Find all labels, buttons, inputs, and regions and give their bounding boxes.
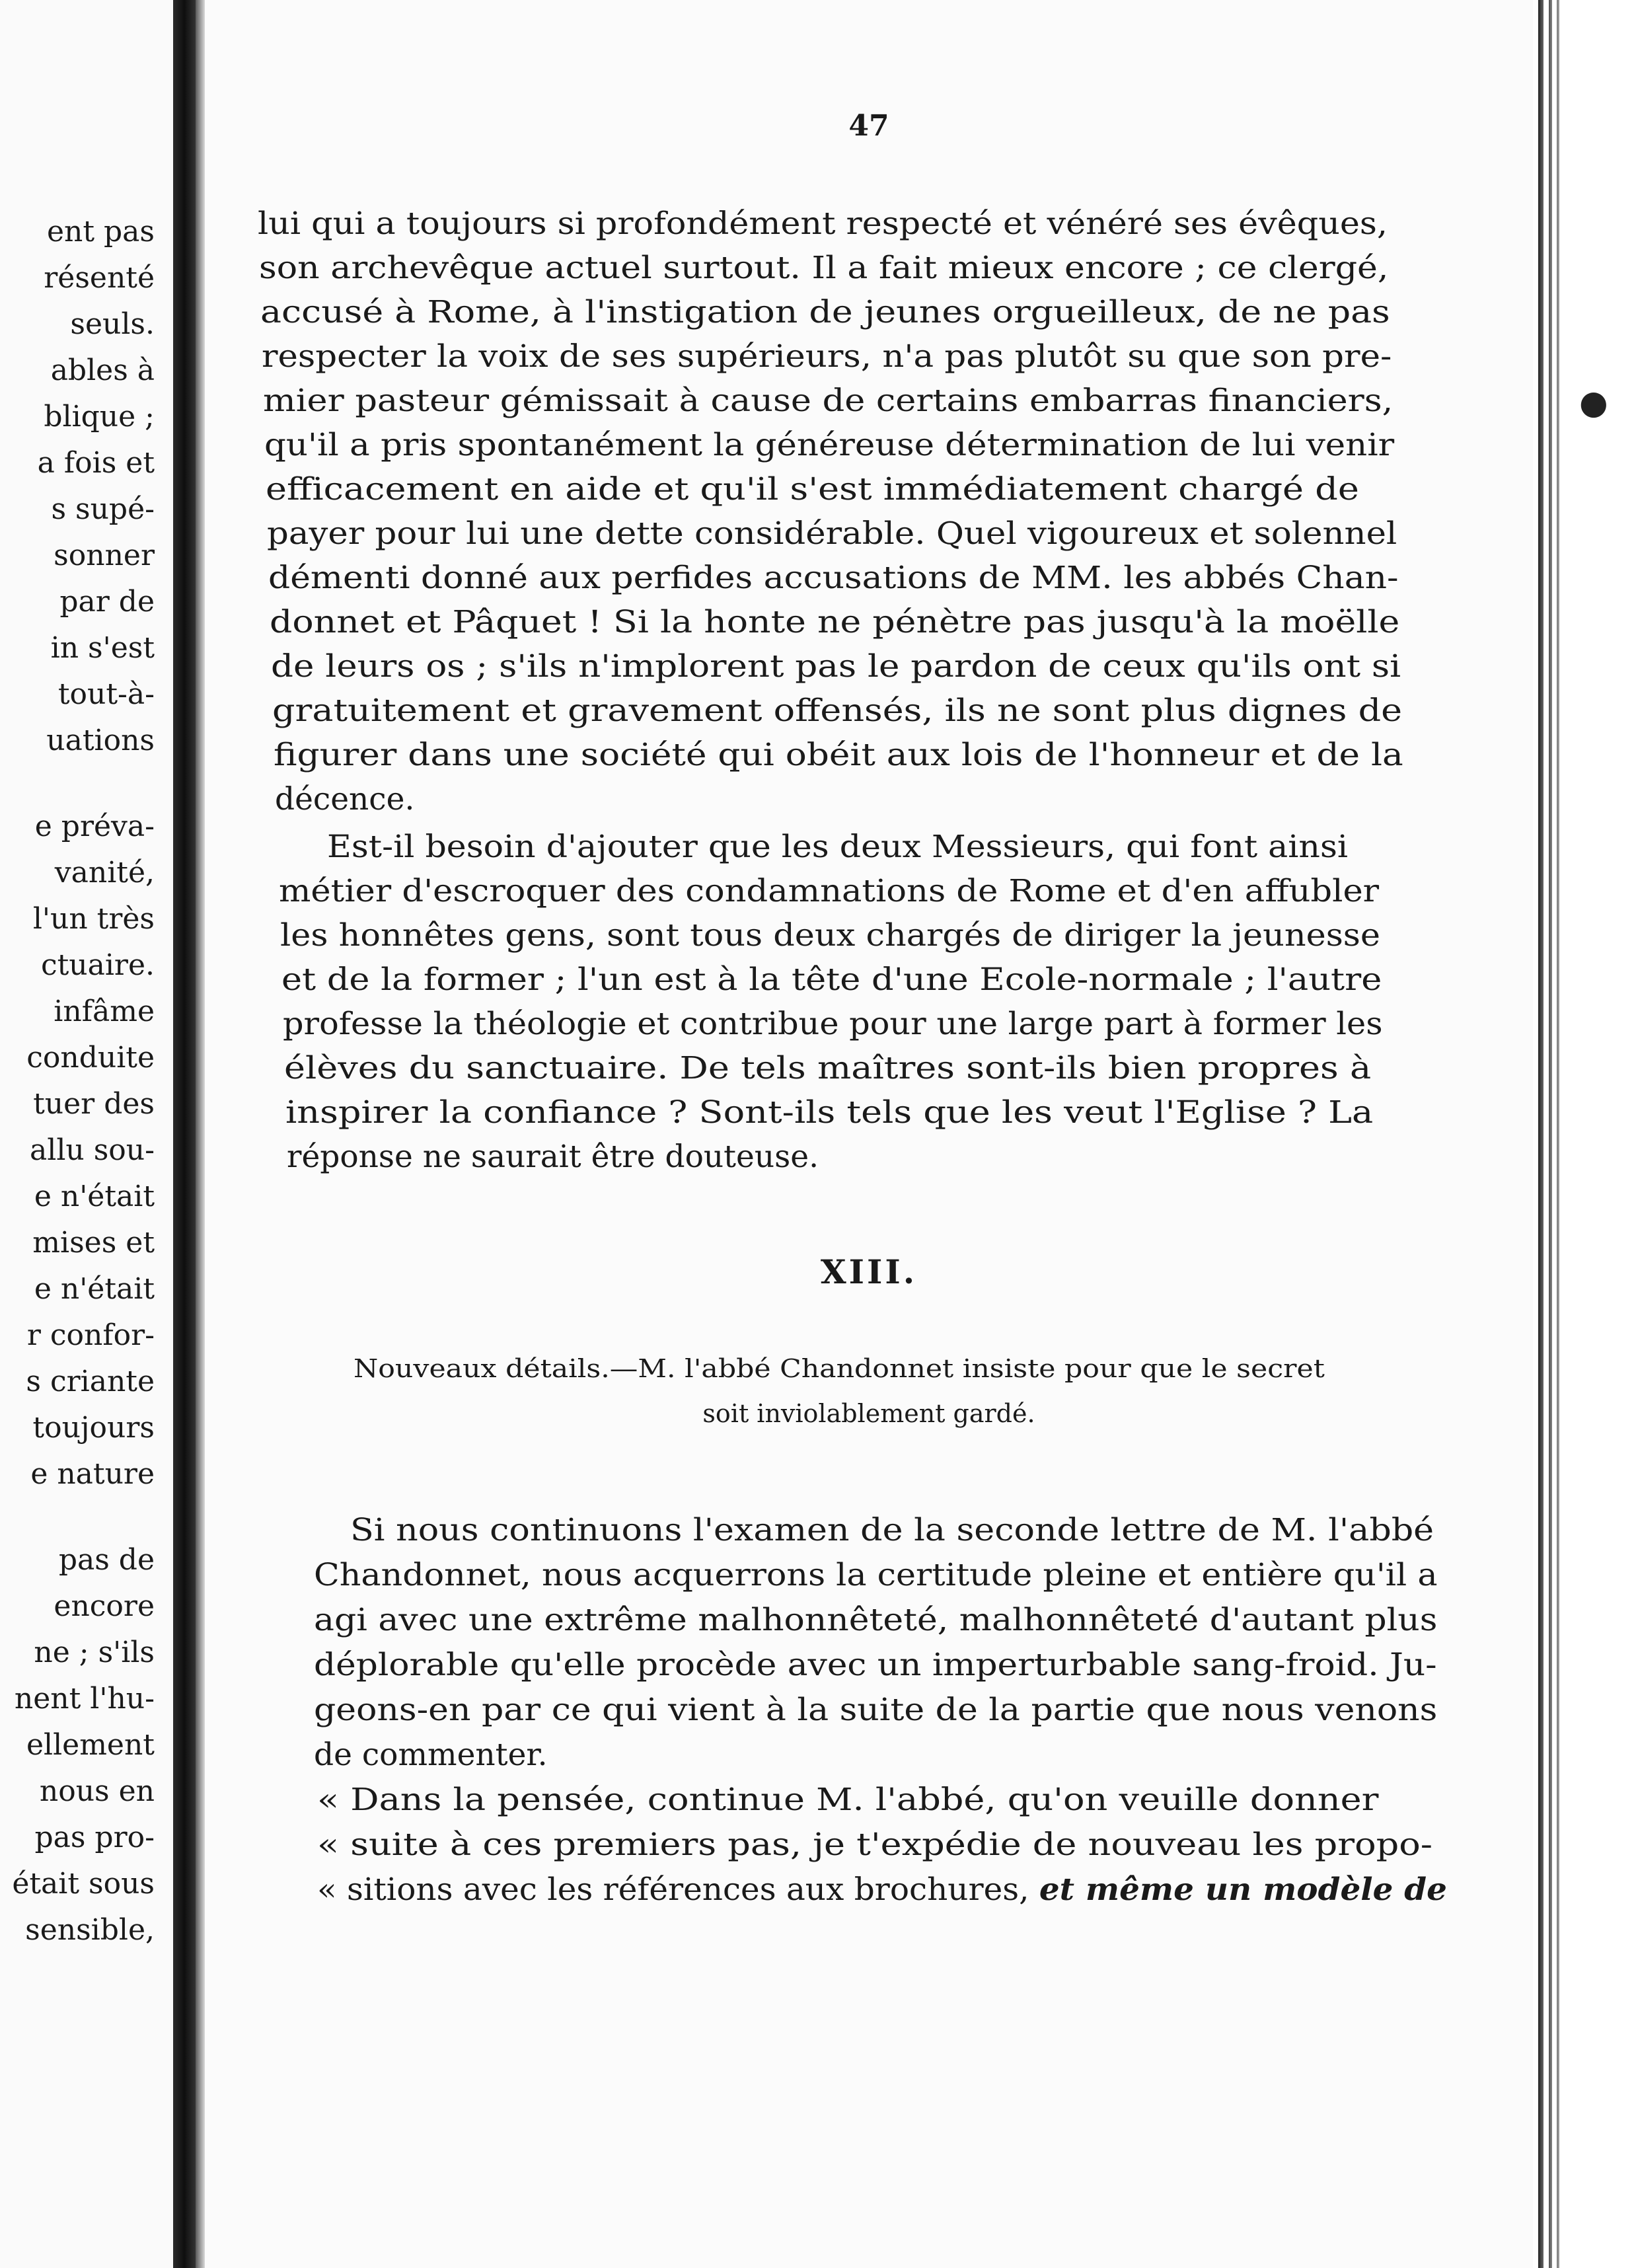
text-line: Est-il besoin d'ajouter que les deux Messieurs, qui font ainsi [327, 829, 1349, 865]
left-page-line: ellement [26, 1728, 155, 1762]
text-line: décence. [275, 781, 415, 817]
left-page-line: e n'était [34, 1180, 155, 1213]
left-page-line: e n'était [34, 1272, 155, 1306]
left-page-line: mises et [32, 1226, 155, 1260]
text-line-mixed [317, 1871, 1447, 1908]
section-summary-line: Nouveaux détails.—M. l'abbé Chandonnet insiste pour que le secret [353, 1354, 1325, 1383]
text-line: professe la théologie et contribue pour une large part à former les [283, 1006, 1383, 1042]
left-page-line: était sous [12, 1867, 155, 1901]
text-line: gratuitement et gravement offensés, ils ne sont plus dignes de [272, 693, 1403, 729]
left-page-line: toujours [32, 1411, 155, 1445]
left-page-line: r confor- [26, 1318, 155, 1352]
text-line: mier pasteur gémissait à cause de certains embarras financiers, [263, 383, 1394, 419]
gutter-shadow [196, 0, 205, 2268]
text-line: accusé à Rome, à l'instigation de jeunes orgueilleux, de ne pas [260, 294, 1390, 330]
left-page-line: pas pro- [34, 1821, 155, 1854]
left-page-line: par de [59, 585, 155, 619]
left-page-line: e préva- [34, 810, 155, 843]
edge-stripe [1538, 0, 1543, 2268]
left-page-line: pas de [58, 1543, 155, 1577]
text-line: qu'il a pris spontanément la généreuse détermination de lui venir [264, 427, 1395, 463]
edge-stripe [1549, 0, 1552, 2268]
left-page-line: nent l'hu- [14, 1682, 155, 1716]
text-line: métier d'escroquer des condamnations de Rome et d'en affubler [279, 873, 1380, 909]
left-page-line: s criante [26, 1365, 155, 1398]
left-page-line: blique ; [44, 400, 155, 434]
page-number: 47 [848, 109, 889, 143]
text-line: élèves du sanctuaire. De tels maîtres sont-ils bien propres à [284, 1050, 1372, 1086]
text-line: agi avec une extrême malhonnêteté, malhonnêteté d'autant plus [314, 1602, 1438, 1638]
left-page-line: sonner [54, 539, 155, 572]
text-line: geons-en par ce qui vient à la suite de la partie que nous venons [314, 1692, 1438, 1728]
left-page-line: vanité, [54, 856, 155, 889]
text-line: « suite à ces premiers pas, je t'expédie de nouveau les propo- [317, 1827, 1433, 1863]
text-line: inspirer la confiance ? Sont-ils tels que les veut l'Eglise ? La [285, 1094, 1374, 1131]
section-summary-line: soit inviolablement gardé. [702, 1399, 1035, 1428]
left-page-line: a fois et [37, 446, 155, 480]
left-page-line: seuls. [70, 307, 155, 341]
text-line: et de la former ; l'un est à la tête d'une Ecole-normale ; l'autre [281, 962, 1382, 998]
left-page-line: tout-à- [57, 677, 155, 711]
left-page-line: s supé- [51, 492, 155, 526]
quote-italic-segment: et même un modèle de [1039, 1871, 1447, 1908]
text-line: déplorable qu'elle procède avec un imperturbable sang-froid. Ju- [314, 1647, 1437, 1683]
margin-mark: ● [1579, 383, 1608, 422]
main-page [205, 0, 1533, 2268]
book-gutter [173, 0, 196, 2268]
text-line: donnet et Pâquet ! Si la honte ne pénètre pas jusqu'à la moëlle [270, 604, 1400, 640]
left-page-line: ables à [50, 354, 155, 387]
page-body [205, 0, 1533, 2268]
left-page-line: ctuaire. [40, 948, 155, 982]
quote-plain-segment: « sitions avec les références aux brochures, [317, 1871, 1039, 1908]
left-page-line: tuer des [33, 1087, 155, 1121]
left-page-line: in s'est [50, 631, 155, 665]
text-line: Si nous continuons l'examen de la seconde lettre de M. l'abbé [350, 1512, 1434, 1548]
text-line: démenti donné aux perfides accusations de MM. les abbés Chan- [268, 560, 1399, 596]
left-page-line: uations [46, 724, 155, 757]
text-line: « Dans la pensée, continue M. l'abbé, qu'on veuille donner [317, 1782, 1379, 1818]
left-page-line: ne ; s'ils [34, 1636, 155, 1669]
page-stack-edge [1533, 0, 1636, 2268]
left-page-line: allu sou- [30, 1133, 155, 1167]
text-line: payer pour lui une dette considérable. Quel vigoureux et solennel [267, 515, 1397, 552]
left-page-line: l'un très [32, 902, 155, 936]
section-number: XIII. [820, 1252, 918, 1291]
left-page-line: encore [54, 1589, 155, 1623]
left-page-line: ent pas [46, 215, 155, 248]
text-line: Chandonnet, nous acquerrons la certitude pleine et entière qu'il a [314, 1557, 1438, 1593]
left-page-line: sensible, [25, 1913, 155, 1947]
text-line: figurer dans une société qui obéit aux lois de l'honneur et de la [274, 737, 1403, 773]
text-line: les honnêtes gens, sont tous deux chargés de diriger la jeunesse [280, 917, 1380, 954]
left-page-line: e nature [30, 1457, 155, 1491]
text-line: de leurs os ; s'ils n'implorent pas le pardon de ceux qu'ils ont si [271, 648, 1401, 685]
left-page-line: infâme [54, 995, 155, 1028]
text-line: respecter la voix de ses supérieurs, n'a pas plutôt su que son pre- [262, 338, 1392, 375]
text-line: efficacement en aide et qu'il s'est immédiatement chargé de [266, 471, 1359, 508]
left-page-line: résenté [44, 261, 155, 295]
text-line: réponse ne saurait être douteuse. [287, 1139, 819, 1175]
text-line: lui qui a toujours si profondément respecté et vénéré ses évêques, [258, 206, 1388, 242]
left-facing-page [0, 0, 173, 2268]
edge-stripe [1557, 0, 1559, 2268]
left-page-line: nous en [39, 1774, 155, 1808]
left-page-line: conduite [26, 1041, 155, 1075]
text-line: de commenter. [314, 1737, 548, 1773]
text-line: son archevêque actuel surtout. Il a fait mieux encore ; ce clergé, [259, 250, 1389, 286]
